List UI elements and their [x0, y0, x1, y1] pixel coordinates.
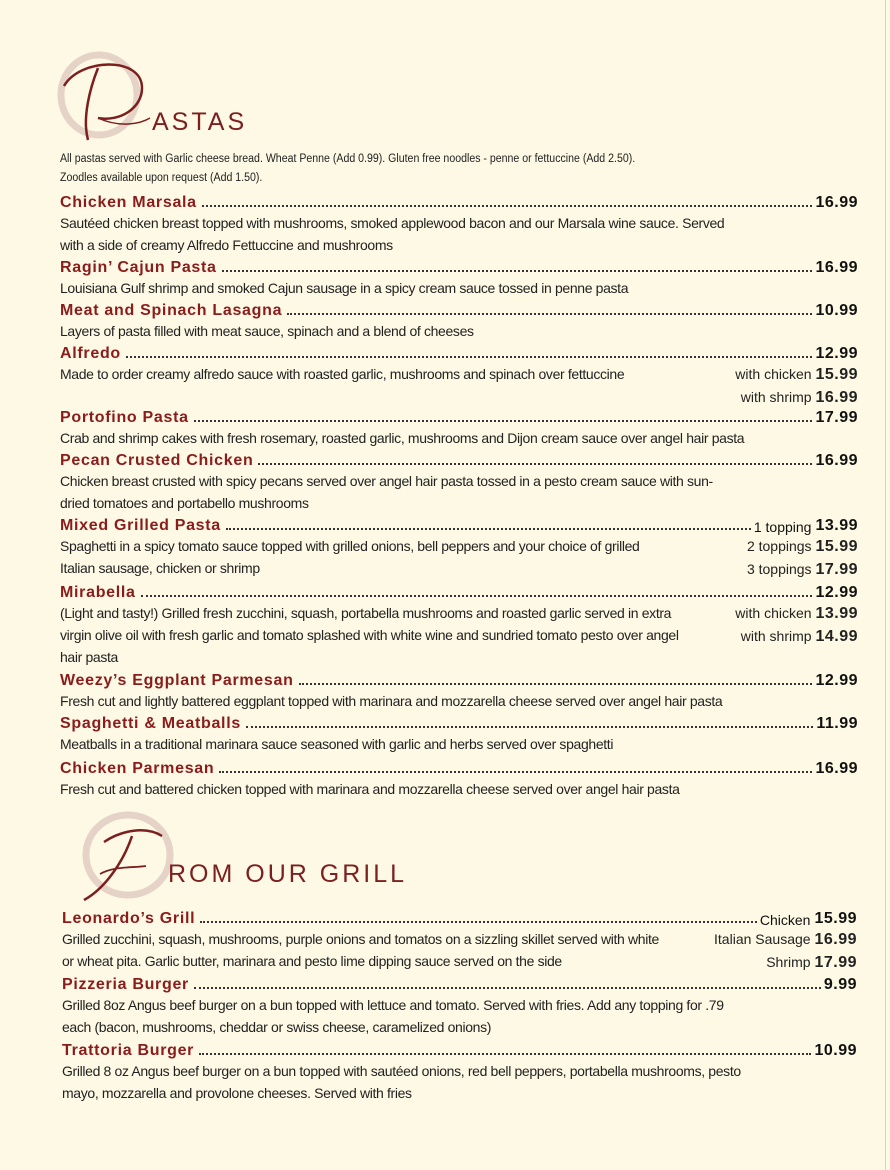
item-description: Sautéed chicken breast topped with mushrooms, smoked applewood bacon and our Marsala wine sauce. Served with a side of creamy Alfredo Fettuccine and mushrooms: [60, 215, 725, 253]
dot-leader: [222, 270, 813, 272]
item-name: Ragin’ Cajun Pasta: [60, 259, 217, 276]
item-description: (Light and tasty!) Grilled fresh zucchini, squash, portabella mushrooms and roasted garlic served in extra virgin olive oil with fresh garlic and tomato splashed with white wine and sundried tomato pesto over angel hair pasta: [60, 605, 679, 665]
menu-item-spaghetti-meatballs: [60, 713, 858, 755]
item-description: Grilled 8 oz Angus beef burger on a bun topped with sautéed onions, red bell peppers, portabella mushrooms, pesto mayo, mozzarella and provolone cheeses. Served with fries: [62, 1063, 741, 1101]
dot-leader: [126, 356, 813, 358]
item-price: 12.99: [815, 672, 858, 689]
option-label: with chicken: [735, 605, 812, 621]
item-description: Meatballs in a traditional marinara sauce seasoned with garlic and herbs served over spaghetti: [60, 736, 614, 752]
price-option: [735, 602, 858, 625]
item-price: 17.99: [815, 409, 858, 426]
option-label: with shrimp: [740, 628, 812, 644]
dot-leader: [299, 683, 813, 685]
decorative-f-stroke: [62, 808, 172, 908]
grill-heading: [62, 808, 422, 908]
menu-item-meat-spinach-lasagna: [60, 300, 858, 342]
menu-item-chicken-parmesan: [60, 758, 858, 800]
menu-item-pecan-crusted-chicken: [60, 450, 858, 514]
item-name: Pecan Crusted Chicken: [60, 452, 254, 469]
item-name: Alfredo: [60, 345, 121, 362]
option-label: with shrimp: [740, 389, 812, 405]
dot-leader: [141, 595, 813, 597]
price-option: [735, 386, 858, 409]
option-label: Italian Sausage: [714, 931, 811, 947]
price-option: [735, 625, 858, 648]
price-option: [714, 951, 857, 974]
item-price: 10.99: [814, 1042, 857, 1059]
item-name: Spaghetti & Meatballs: [60, 715, 241, 732]
item-price: 16.99: [815, 259, 858, 276]
item-name: Pizzeria Burger: [62, 976, 189, 993]
item-description: Grilled 8oz Angus beef burger on a bun topped with lettuce and tomato. Served with fries. Add any topping for .79 each (bacon, mushrooms, cheddar or swiss cheese, caramelized onions): [62, 997, 724, 1035]
item-name: Mixed Grilled Pasta: [60, 517, 221, 534]
item-price: 12.99: [815, 345, 858, 362]
dot-leader: [194, 420, 813, 422]
option-label: 3 toppings: [746, 561, 812, 577]
item-price: 10.99: [815, 302, 858, 319]
price-options: [735, 363, 858, 409]
item-description: Crab and shrimp cakes with fresh rosemary, roasted garlic, mushrooms and Dijon cream sauce over angel hair pasta: [60, 430, 745, 446]
option-price: 17.99: [815, 561, 858, 578]
menu-item-trattoria-burger: [62, 1040, 857, 1104]
menu-item-pizzeria-burger: [62, 974, 857, 1038]
option-price: 13.99: [815, 605, 858, 622]
menu-item-chicken-marsala: [60, 192, 858, 256]
dot-leader: [258, 463, 812, 465]
item-price: 9.99: [823, 976, 857, 993]
dot-leader: [246, 726, 813, 728]
menu-item-weezys-eggplant-parmesan: [60, 670, 858, 712]
option-label: 2 toppings: [746, 538, 812, 554]
option-price: 15.99: [815, 366, 858, 383]
dot-leader: [226, 528, 751, 530]
price-label: 1 topping: [753, 519, 812, 535]
item-name: Portofino Pasta: [60, 409, 189, 426]
item-description: Fresh cut and battered chicken topped with marinara and mozzarella cheese served over angel hair pasta: [60, 781, 680, 797]
price-option: [735, 363, 858, 386]
item-name: Chicken Marsala: [60, 194, 197, 211]
menu-item-ragin-cajun-pasta: [60, 257, 858, 299]
item-name: Leonardo’s Grill: [62, 910, 196, 927]
item-price: 13.99: [815, 517, 858, 534]
item-price: 15.99: [814, 910, 857, 927]
dot-leader: [194, 987, 821, 989]
item-description: Spaghetti in a spicy tomato sauce topped with grilled onions, bell peppers and your choice of grilled Italian sausage, chicken or shrimp: [60, 538, 640, 576]
pastas-note: [60, 150, 760, 188]
dot-leader: [219, 771, 812, 773]
pastas-heading: [50, 48, 310, 148]
item-price: 16.99: [815, 452, 858, 469]
item-name: Chicken Parmesan: [60, 760, 215, 777]
option-price: 17.99: [814, 954, 857, 971]
item-description: Louisiana Gulf shrimp and smoked Cajun sausage in a spicy cream sauce tossed in penne pasta: [60, 280, 629, 296]
item-name: Trattoria Burger: [62, 1042, 195, 1059]
option-price: 14.99: [815, 628, 858, 645]
item-name: Meat and Spinach Lasagna: [60, 302, 283, 319]
pastas-heading-text: ASTAS: [152, 108, 248, 136]
item-description: Grilled zucchini, squash, mushrooms, purple onions and tomatos on a sizzling skillet served with white or wheat pita. Garlic butter, marinara and pesto lime dipping sauce served on the side: [62, 931, 659, 969]
dot-leader: [199, 1053, 811, 1055]
price-options: [735, 602, 858, 668]
pastas-note-line-1: All pastas served with Garlic cheese bread. Wheat Penne (Add 0.99). Gluten free noodles - penne or fettuccine (Add 2.50).: [60, 153, 636, 165]
option-label: Shrimp: [766, 954, 811, 970]
dot-leader: [200, 921, 757, 923]
item-name: Mirabella: [60, 584, 136, 601]
item-description: Made to order creamy alfredo sauce with roasted garlic, mushrooms and spinach over fettuccine: [60, 366, 625, 382]
item-price: 11.99: [816, 715, 858, 732]
menu-item-alfredo: [60, 343, 858, 409]
item-price: 16.99: [815, 194, 858, 211]
price-label: Chicken: [759, 912, 811, 928]
item-price: 16.99: [815, 760, 858, 777]
pastas-note-line-2: Zoodles available upon request (Add 1.50).: [60, 172, 263, 184]
price-option: [747, 535, 858, 558]
item-description: Layers of pasta filled with meat sauce, spinach and a blend of cheeses: [60, 323, 474, 339]
option-label: with chicken: [735, 366, 812, 382]
menu-item-leonardos-grill: [62, 908, 857, 974]
price-option: [747, 558, 858, 581]
dot-leader: [202, 205, 813, 207]
decorative-p-stroke: [50, 48, 160, 148]
item-price: 12.99: [815, 584, 858, 601]
item-name: Weezy’s Eggplant Parmesan: [60, 672, 294, 689]
option-price: 16.99: [815, 389, 858, 406]
price-option: [714, 928, 857, 951]
menu-item-mixed-grilled-pasta: [60, 515, 858, 581]
menu-item-portofino-pasta: [60, 407, 858, 449]
option-price: 16.99: [814, 931, 857, 948]
option-price: 15.99: [815, 538, 858, 555]
dot-leader: [287, 313, 812, 315]
price-options: [714, 928, 857, 974]
price-options: [747, 535, 858, 581]
menu-item-mirabella: [60, 582, 858, 668]
item-description: Chicken breast crusted with spicy pecans served over angel hair pasta tossed in a pesto cream sauce with sun-dried tomatoes and portabello mushrooms: [60, 473, 713, 511]
grill-heading-text: ROM OUR GRILL: [168, 860, 408, 888]
item-description: Fresh cut and lightly battered eggplant topped with marinara and mozzarella cheese served over angel hair pasta: [60, 693, 723, 709]
page-edge: [885, 0, 886, 1170]
